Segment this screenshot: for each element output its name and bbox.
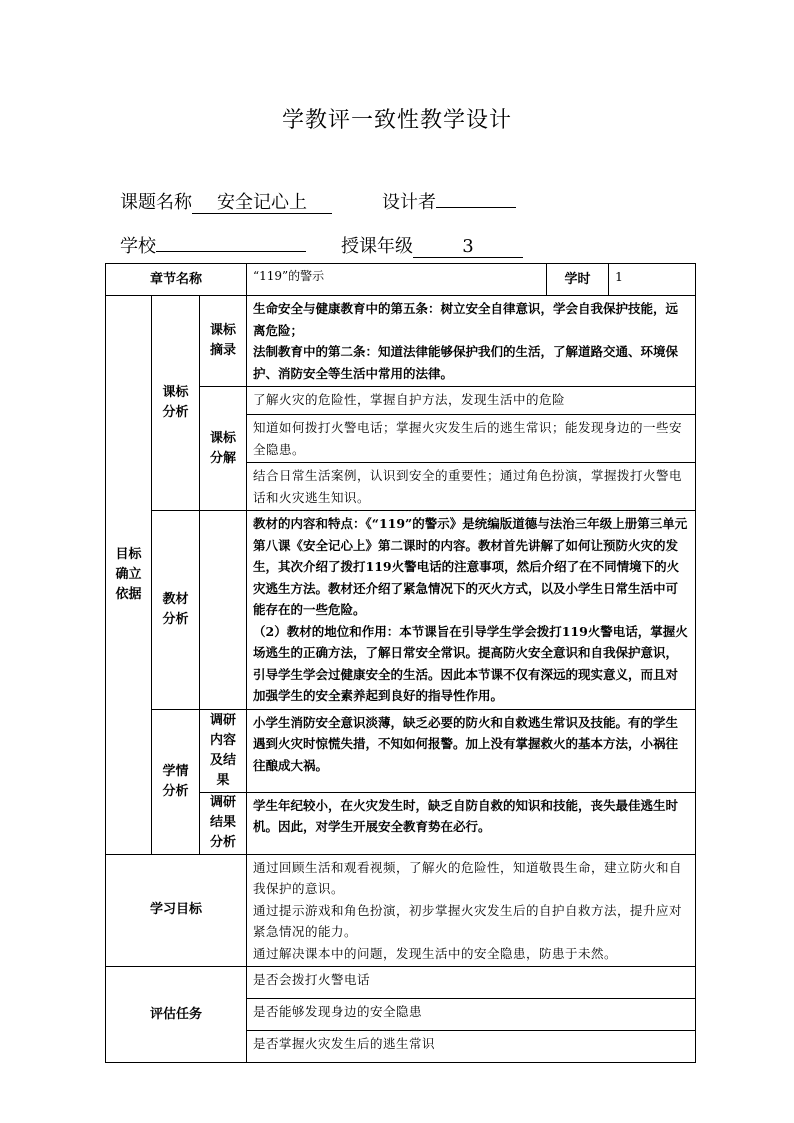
survey-text: 小学生消防安全意识淡薄，缺乏必要的防火和自救逃生常识及技能。有的学生遇到火灾时惊慌失措，不知如何报警。加上没有掌握救火的基本方法，小祸往往酿成大祸。 [247, 709, 696, 792]
topic-value: 安全记心上 [192, 193, 332, 214]
curriculum-decompose-item: 知道如何拨打火警电话；掌握火灾发生后的逃生常识；能发现身边的一些安全隐患。 [247, 415, 696, 463]
survey-analysis-text: 学生年纪较小，在火灾发生时，缺乏自防自救的知识和技能，丧失最佳逃生时机。因此，对学生开展安全教育势在必行。 [247, 792, 696, 854]
textbook-paragraph: 教材的内容和特点：《“119”的警示》是统编版道德与法治三年级上册第三单元第八课《安全记心上》第二课时的内容。教材首先讲解了如何让预防火灾的发生，其次介绍了拨打119火警电话的注意事项，然后介绍了在不同情境下的火灾逃生方法。教材还介绍了紧急情况下的灭火方式，以及小学生日常生活中可能存在的一些危险。 [253, 516, 688, 617]
chapter-row [106, 264, 696, 296]
survey-label: 调研内容及结果 [200, 709, 247, 792]
hours-label: 学时 [547, 264, 609, 296]
topic-label: 课题名称 [120, 192, 192, 213]
curriculum-excerpt-line: 生命安全与健康教育中的第五条：树立安全自律意识，学会自我保护技能，远离危险； [253, 301, 679, 338]
grade-label: 授课年级 [341, 236, 413, 257]
assessment-item: 是否能够发现身边的安全隐患 [247, 999, 696, 1031]
curriculum-label: 课标分析 [152, 296, 200, 511]
curriculum-excerpt-line: 法制教育中的第二条：知道法律能够保护我们的生活，了解道路交通、环境保护、消防安全等生活中常用的法律。 [253, 344, 679, 381]
chapter-value: “119”的警示 [247, 264, 547, 296]
objective-item: 通过解决课本中的问题，发现生活中的安全隐患，防患于未然。 [253, 945, 618, 961]
school-value [156, 251, 306, 252]
objectives-row [106, 854, 696, 967]
designer-label: 设计者 [382, 192, 436, 213]
curriculum-decompose-item: 了解火灾的危险性，掌握自护方法，发现生活中的危险 [247, 387, 696, 415]
hours-value: 1 [609, 264, 696, 296]
learner-label: 学情分析 [152, 709, 200, 854]
textbook-paragraph: （2）教材的地位和作用：本节课旨在引导学生学会拨打119火警电话，掌握火场逃生的正确方法，了解日常安全常识。提高防火安全意识和自我保护意识，引导学生学会过健康安全的生活。因此本节课不仅有深远的现实意义，而且对加强学生的安全素养起到良好的指导性作用。 [253, 623, 688, 703]
objectives-label: 学习目标 [106, 854, 247, 967]
chapter-label: 章节名称 [106, 264, 247, 296]
survey-analysis-label: 调研结果分析 [200, 792, 247, 854]
document-title: 学教评一致性教学设计 [281, 108, 512, 133]
topic-line [120, 188, 332, 214]
assessment-item: 是否掌握火灾发生后的逃生常识 [247, 1031, 696, 1063]
curriculum-excerpt-text [247, 296, 696, 387]
survey-row [106, 709, 696, 792]
objective-item: 通过提示游戏和角色扮演，初步掌握火灾发生后的自护自救方法，提升应对紧急情况的能力。 [253, 902, 683, 939]
assessment-row-1 [106, 967, 696, 999]
textbook-row [106, 511, 696, 710]
grade-value: 3 [413, 237, 523, 258]
objectives-text [247, 854, 696, 967]
designer-value [436, 207, 516, 208]
assessment-item: 是否会拨打火警电话 [247, 967, 696, 999]
curriculum-excerpt-row [106, 296, 696, 387]
curriculum-excerpt-label: 课标摘录 [200, 296, 247, 387]
curriculum-decompose-item: 结合日常生活案例，认识到安全的重要性；通过角色扮演，掌握拨打火警电话和火灾逃生知识。 [247, 463, 696, 511]
assessment-label: 评估任务 [106, 967, 247, 1063]
school-line [120, 232, 306, 258]
goal-basis-label: 目标确立依据 [106, 296, 152, 855]
textbook-label: 教材分析 [152, 511, 200, 710]
objective-item: 通过回顾生活和观看视频，了解火的危险性，知道敬畏生命，建立防火和自我保护的意识。 [253, 859, 683, 896]
school-label: 学校 [120, 236, 156, 257]
designer-line [382, 188, 516, 214]
curriculum-decompose-label: 课标分解 [200, 387, 247, 511]
textbook-spacer [200, 511, 247, 710]
grade-line [341, 232, 523, 258]
lesson-design-table [105, 263, 696, 1063]
textbook-text [247, 511, 696, 710]
